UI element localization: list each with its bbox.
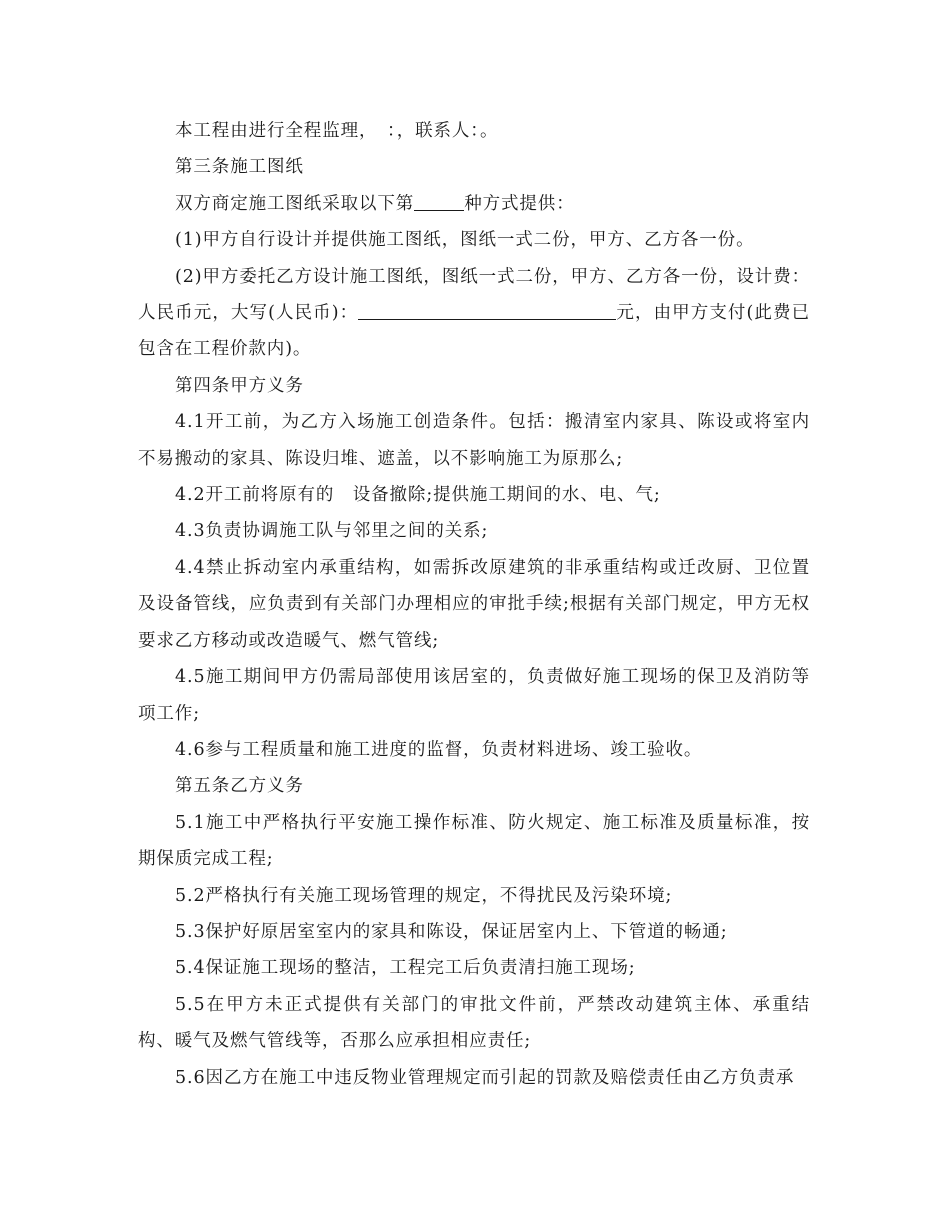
design-fee-amount-blank [358,302,616,321]
method-number-blank [414,192,464,211]
article-3-title: 第三条施工图纸 [175,157,304,178]
document-body [138,113,810,1096]
article-5-3: 5.3保护好原居室室内的家具和陈设，保证居室内上、下管道的畅通; [175,921,728,942]
article-4-5: 4.5施工期间甲方仍需局部使用该居室的，负责做好施工现场的保卫及消防等项工作; [138,667,810,724]
article-3-intro-text-a: 双方商定施工图纸采取以下第 [175,193,415,214]
article-4-2: 4.2开工前将原有的 设备撤除;提供施工期间的水、电、气; [175,485,661,506]
article-3-option-1: (1)甲方自行设计并提供施工图纸，图纸一式二份，甲方、乙方各一份。 [175,230,755,251]
article-5-6: 5.6因乙方在施工中违反物业管理规定而引起的罚款及赔偿责任由乙方负责承 [175,1067,795,1088]
article-5-2: 5.2严格执行有关施工现场管理的规定，不得扰民及污染环境; [175,885,673,906]
article-4-1: 4.1开工前，为乙方入场施工创造条件。包括：搬清室内家具、陈设或将室内不易搬动的家具、陈设归堆、遮盖，以不影响施工为原那么; [138,412,810,469]
article-3-intro [138,186,810,222]
article-3-intro-text-b: 种方式提供： [464,193,575,214]
supervision-clause: 本工程由进行全程监理， ：，联系人：。 [175,121,499,141]
article-5-1: 5.1施工中严格执行平安施工操作标准、防火规定、施工标准及质量标准，按期保质完成工程; [138,812,810,870]
article-4-4: 4.4禁止拆动室内承重结构，如需拆改原建筑的非承重结构或迁改厨、卫位置及设备管线，应负责到有关部门办理相应的审批手续;根据有关部门规定，甲方无权要求乙方移动或改造暖气、燃气管线; [138,557,810,651]
article-5-title: 第五条乙方义务 [175,776,304,797]
article-3-option-2 [138,259,810,368]
article-5-4: 5.4保证施工现场的整洁，工程完工后负责清扫施工现场; [175,958,636,979]
article-4-6: 4.6参与工程质量和施工进度的监督，负责材料进场、竣工验收。 [175,739,703,760]
article-4-3: 4.3负责协调施工队与邻里之间的关系; [175,521,489,542]
article-3-option-2-text-a: (2)甲方委托乙方设计施工图纸，图纸一式二份，甲方、乙方各一份，设计费：人民币元，大写(人民币)： [138,266,810,324]
article-3-option-2-text-b: 元，由甲方支付(此费已包含在工程价款内)。 [138,303,810,360]
article-5-5: 5.5在甲方未正式提供有关部门的审批文件前，严禁改动建筑主体、承重结构、暖气及燃气管线等，否那么应承担相应责任; [138,994,810,1052]
article-4-title: 第四条甲方义务 [175,375,304,396]
